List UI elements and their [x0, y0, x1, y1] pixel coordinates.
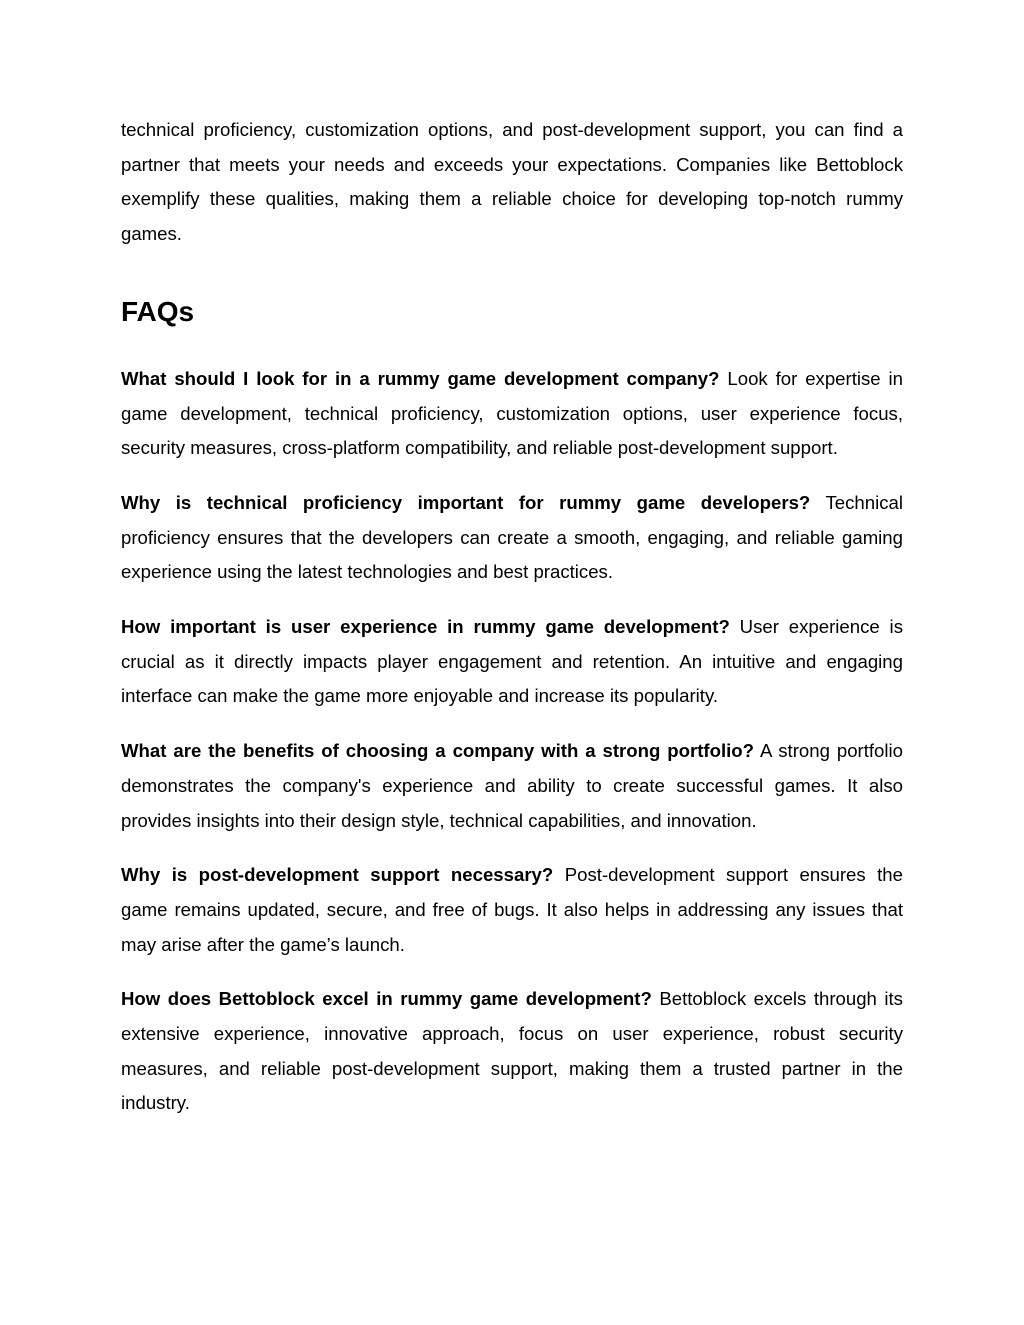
faq-answer: A strong portfolio demonstrates the company's experience and ability to create successful games. It also provides insights into their design style, technical capabilities, and innovation.: [121, 740, 903, 831]
faq-answer: Look for expertise in game development, technical proficiency, customization options, user experience focus, security measures, cross-platform compatibility, and reliable post-development support.: [121, 367, 903, 459]
faq-item-3: [121, 610, 903, 714]
faq-question: Why is post-development support necessary?: [121, 864, 554, 886]
faq-item-5: [121, 858, 903, 962]
faq-answer: Bettoblock excels through its extensive experience, innovative approach, focus on user experience, robust security measures, and reliable post-development support, making them a trusted partner in the industry.: [121, 988, 903, 1114]
faq-question: What should I look for in a rummy game development company?: [121, 367, 720, 389]
intro-paragraph: technical proficiency, customization options, and post-development support, you can find a partner that meets your needs and exceeds your expectations. Companies like Bettoblock exemplify these qualities, making them a reliable choice for developing top-notch rummy games.: [121, 119, 903, 245]
faq-item-1: [121, 362, 903, 466]
faq-item-4: [121, 734, 903, 838]
faq-question: Why is technical proficiency important for rummy game developers?: [121, 491, 811, 513]
faq-answer: User experience is crucial as it directly impacts player engagement and retention. An intuitive and engaging interface can make the game more enjoyable and increase its popularity.: [121, 616, 903, 707]
faq-answer: Post-development support ensures the game remains updated, secure, and free of bugs. It also helps in addressing any issues that may arise after the game’s launch.: [121, 864, 903, 955]
faq-item-6: [121, 982, 903, 1121]
faq-question: What are the benefits of choosing a company with a strong portfolio?: [121, 740, 755, 762]
faq-question: How important is user experience in rummy game development?: [121, 616, 730, 638]
faq-question: How does Bettoblock excel in rummy game development?: [121, 988, 652, 1010]
faq-heading: FAQs: [121, 295, 195, 327]
document-page: [121, 113, 903, 1141]
faq-item-2: [121, 486, 903, 590]
faq-answer: Technical proficiency ensures that the developers can create a smooth, engaging, and reliable gaming experience using the latest technologies and best practices.: [121, 491, 903, 583]
